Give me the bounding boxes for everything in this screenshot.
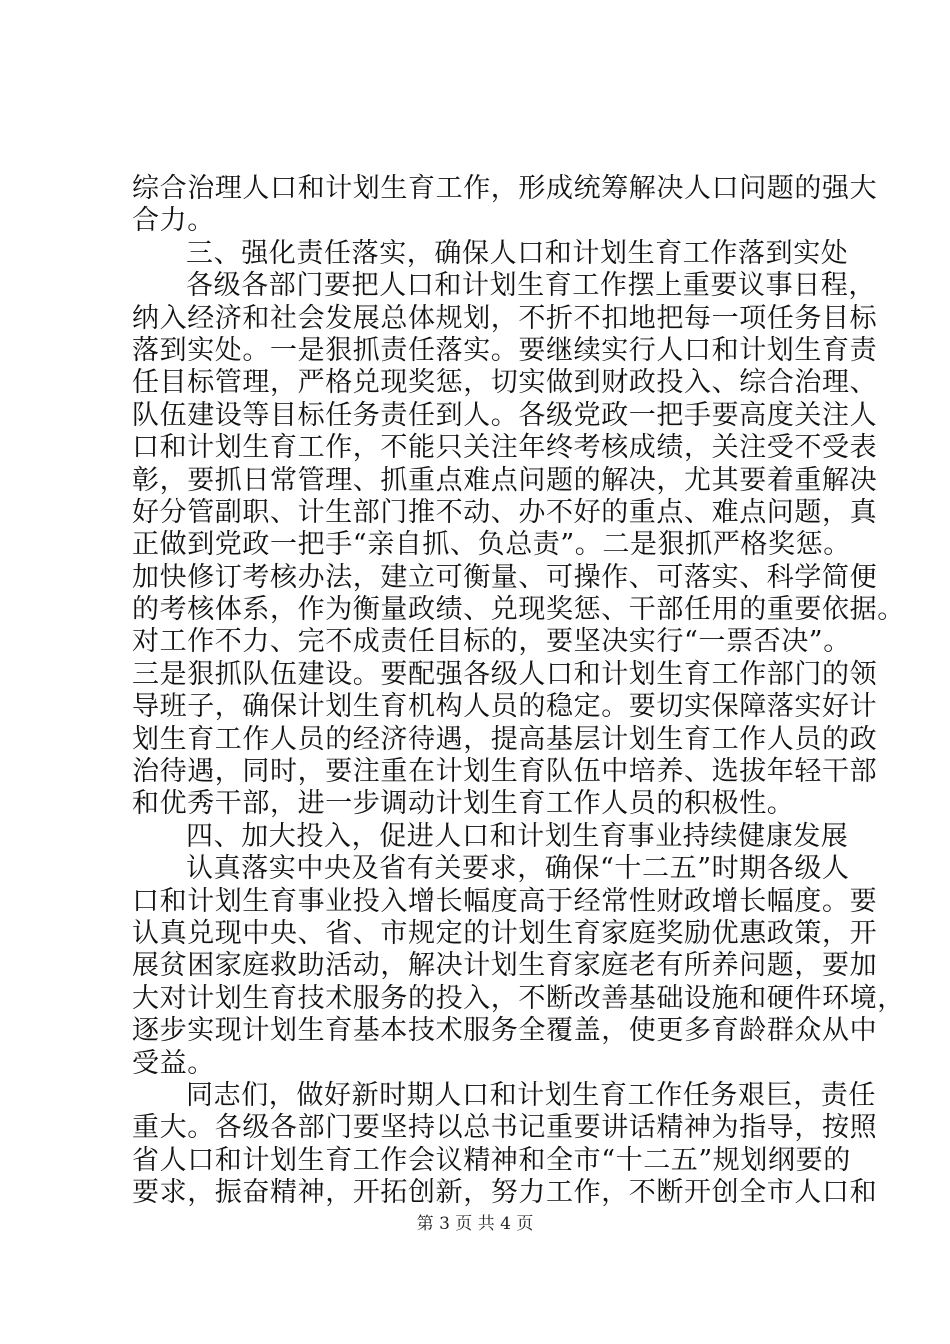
text-line: 四、加大投入，促进人口和计划生育事业持续健康发展 <box>186 820 849 852</box>
text-line: 大对计划生育技术服务的投入，不断改善基础设施和硬件环境， <box>132 982 905 1014</box>
text-line: 纳入经济和社会发展总体规划，不折不扣地把每一项任务目标 <box>132 302 878 334</box>
text-line: 口和计划生育工作，不能只关注年终考核成绩，关注受不受表 <box>132 432 878 464</box>
text-line: 彰，要抓日常管理、抓重点难点问题的解决，尤其要着重解决 <box>132 464 878 496</box>
text-line: 要求，振奋精神，开拓创新，努力工作，不断开创全市人口和 <box>132 1177 878 1209</box>
page-footer: 第 3 页 共 4 页 <box>416 1214 534 1234</box>
text-line: 正做到党政一把手“亲自抓、负总责”。二是狠抓严格奖惩。 <box>132 529 851 561</box>
text-line: 三是狠抓队伍建设。要配强各级人口和计划生育工作部门的领 <box>132 658 878 690</box>
text-line: 综合治理人口和计划生育工作，形成统筹解决人口问题的强大 <box>132 173 878 204</box>
text-line: 的考核体系，作为衡量政绩、兑现奖惩、干部任用的重要依据。 <box>132 594 905 626</box>
text-line: 重大。各级各部门要坚持以总书记重要讲话精神为指导，按照 <box>132 1112 878 1144</box>
text-line: 省人口和计划生育工作会议精神和全市“十二五”规划纲要的 <box>132 1144 851 1176</box>
text-line: 同志们，做好新时期人口和计划生育工作任务艰巨，责任 <box>186 1079 876 1111</box>
text-line: 任目标管理，严格兑现奖惩，切实做到财政投入、综合治理、 <box>132 367 878 399</box>
text-line: 三、强化责任落实，确保人口和计划生育工作落到实处 <box>186 237 849 269</box>
text-line: 受益。 <box>132 1047 215 1079</box>
text-line: 划生育工作人员的经济待遇，提高基层计划生育工作人员的政 <box>132 723 878 755</box>
text-line: 加快修订考核办法，建立可衡量、可操作、可落实、科学简便 <box>132 561 878 593</box>
text-line: 各级各部门要把人口和计划生育工作摆上重要议事日程， <box>186 270 876 302</box>
text-line: 和优秀干部，进一步调动计划生育工作人员的积极性。 <box>132 788 795 820</box>
text-line: 认真兑现中央、省、市规定的计划生育家庭奖励优惠政策，开 <box>132 917 878 949</box>
text-line: 导班子，确保计划生育机构人员的稳定。要切实保障落实好计 <box>132 691 878 723</box>
text-line: 对工作不力、完不成责任目标的，要坚决实行“一票否决”。 <box>132 626 851 658</box>
text-line: 落到实处。一是狠抓责任落实。要继续实行人口和计划生育责 <box>132 334 878 366</box>
document-body <box>132 173 905 1210</box>
text-line: 好分管副职、计生部门推不动、办不好的重点、难点问题，真 <box>132 496 878 528</box>
text-line: 合力。 <box>132 205 215 237</box>
text-line: 展贫困家庭救助活动，解决计划生育家庭老有所养问题，要加 <box>132 950 878 982</box>
text-line: 治待遇，同时，要注重在计划生育队伍中培养、选拔年轻干部 <box>132 756 878 788</box>
text-line: 认真落实中央及省有关要求，确保“十二五”时期各级人 <box>186 853 850 885</box>
text-line: 队伍建设等目标任务责任到人。各级党政一把手要高度关注人 <box>132 399 878 431</box>
text-line: 逐步实现计划生育基本技术服务全覆盖，使更多育龄群众从中 <box>132 1015 878 1047</box>
text-line: 口和计划生育事业投入增长幅度高于经常性财政增长幅度。要 <box>132 885 878 917</box>
